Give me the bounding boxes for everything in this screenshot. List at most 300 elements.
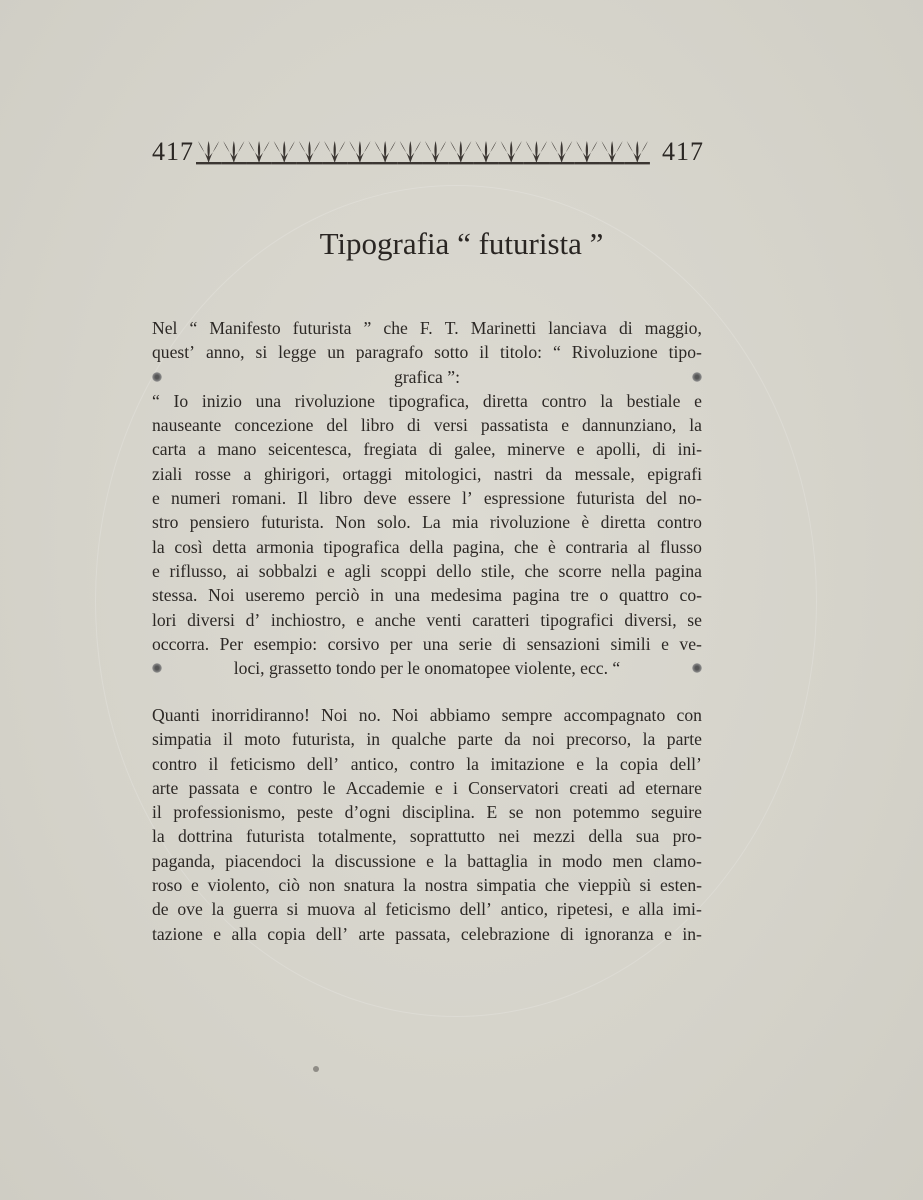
word: di	[407, 415, 421, 436]
word: d’	[245, 609, 261, 630]
word: non	[535, 802, 562, 823]
word: i	[453, 777, 458, 798]
word: seicentesca,	[268, 439, 352, 460]
word: del	[326, 415, 348, 436]
page-title: Tipografia “ futurista ”	[319, 226, 604, 261]
word: si	[255, 342, 268, 363]
word: stile,	[481, 560, 515, 581]
word: accompagnato	[563, 705, 666, 725]
word: a	[243, 463, 252, 484]
text-line	[152, 922, 702, 946]
word: di	[560, 923, 574, 944]
word: una	[394, 585, 420, 606]
word: e	[694, 390, 702, 411]
word: anno,	[205, 342, 245, 363]
word: una	[422, 633, 449, 654]
text-line	[152, 776, 702, 800]
word: sotto	[434, 342, 469, 363]
word: ortaggi	[342, 463, 393, 484]
word: dell’	[459, 899, 492, 920]
word: soprattutto	[409, 826, 486, 847]
word: epigrafi	[647, 463, 702, 484]
word: caratteri	[472, 609, 530, 630]
word: copia	[267, 923, 306, 944]
word: ai	[236, 560, 250, 581]
word: ignoranza	[584, 923, 654, 944]
word: la	[152, 826, 165, 847]
lily-border-icon	[196, 137, 660, 167]
word: ghirigori,	[263, 463, 330, 484]
word: Rivoluzione	[571, 342, 658, 363]
text-line	[152, 583, 702, 607]
word: legge	[278, 342, 317, 363]
word: la	[403, 875, 416, 896]
word: e	[356, 609, 365, 630]
text-line	[152, 727, 702, 751]
word: una	[255, 390, 282, 411]
rosette-ornament-icon	[152, 372, 162, 382]
word: futurista	[292, 318, 352, 338]
word: occorra.	[152, 633, 210, 654]
text-span: loci, grassetto tondo per le onomatopee violente, ecc. “	[233, 658, 621, 679]
word: inorridiranno!	[211, 705, 310, 725]
word: o	[599, 585, 609, 606]
word: dell’	[315, 923, 349, 944]
word: agli	[344, 560, 371, 581]
word: contro	[409, 753, 455, 774]
word: versi	[433, 415, 468, 436]
word: antico,	[350, 753, 399, 774]
word: e	[664, 923, 672, 944]
word: Io	[173, 390, 189, 411]
word: nella	[611, 560, 646, 581]
word: che	[524, 560, 549, 581]
word: di	[652, 439, 666, 460]
word: la	[444, 850, 457, 871]
word: si	[286, 899, 299, 920]
word: Quanti	[152, 705, 200, 725]
word: scorre	[558, 560, 602, 581]
word: del	[645, 488, 668, 509]
word: nei	[498, 826, 520, 847]
word: rosse	[194, 463, 231, 484]
word: discussione	[334, 850, 416, 871]
word: e	[661, 633, 669, 654]
word: ”	[363, 318, 372, 338]
word: professionismo,	[173, 802, 286, 823]
text-line	[152, 340, 702, 364]
word: la	[311, 850, 325, 871]
word: stessa.	[152, 585, 198, 606]
word: clamo-	[653, 850, 702, 871]
text-line	[152, 824, 702, 848]
word: tipografici	[540, 609, 614, 630]
page-header	[152, 132, 704, 172]
word: disciplina.	[402, 802, 475, 823]
word: e	[213, 923, 222, 944]
word: ve-	[679, 633, 702, 654]
word: bestiale	[626, 390, 681, 411]
word: che	[544, 875, 570, 896]
word: della	[409, 536, 444, 557]
word: la	[689, 415, 702, 436]
word: l’	[461, 488, 473, 509]
page-number-right: 417	[662, 137, 704, 166]
word: la	[642, 729, 656, 750]
word: ad	[618, 777, 636, 798]
word: futurista	[576, 488, 635, 509]
word: diretta	[600, 512, 646, 533]
word: tipografica	[323, 536, 400, 557]
word: minerve	[507, 439, 565, 460]
word: Accademie	[345, 777, 425, 798]
word: la	[211, 899, 225, 920]
word: peste	[296, 802, 334, 823]
word: arte	[152, 777, 179, 798]
ink-spot	[313, 1066, 319, 1072]
word: messale,	[574, 463, 635, 484]
word: in-	[682, 923, 702, 944]
text-line	[152, 703, 702, 727]
word: fregiata	[363, 439, 418, 460]
word: guerra	[233, 899, 278, 920]
word: “	[152, 390, 160, 411]
word: E	[486, 802, 498, 823]
word: serie	[458, 633, 493, 654]
word: al	[637, 536, 651, 557]
word: concezione	[234, 415, 314, 436]
word: arte	[358, 923, 385, 944]
word: simpatia	[476, 875, 537, 896]
word: ripetesi,	[556, 899, 613, 920]
word: il	[208, 753, 219, 774]
word: da	[504, 729, 521, 750]
word: Marinetti	[470, 318, 537, 338]
word: libro	[319, 488, 353, 509]
word: tipo-	[668, 342, 702, 363]
paragraph-1	[152, 316, 702, 680]
word: precorso,	[566, 729, 632, 750]
word: pagina	[512, 585, 560, 606]
word: pensiero	[189, 512, 250, 533]
word: mitologici,	[404, 463, 482, 484]
word: Manifesto	[209, 318, 281, 338]
word: un	[327, 342, 345, 363]
word: il	[152, 802, 162, 823]
word: ini-	[677, 439, 702, 460]
word: esempio:	[253, 633, 318, 654]
word: battaglia	[467, 850, 528, 871]
word: e	[576, 753, 585, 774]
word: copia	[619, 753, 659, 774]
word: sensazioni	[526, 633, 600, 654]
word: pro-	[672, 826, 702, 847]
word: mano	[217, 439, 257, 460]
word: moto	[244, 729, 281, 750]
text-line	[152, 486, 702, 510]
word: pagina	[655, 560, 702, 581]
word: sua	[635, 826, 660, 847]
word: passata,	[395, 923, 451, 944]
word: F.	[419, 318, 433, 338]
word: feticismo	[385, 899, 451, 920]
word: titolo:	[499, 342, 543, 363]
word: e	[426, 850, 434, 871]
word: riflusso,	[169, 560, 227, 581]
word: tre	[570, 585, 589, 606]
word: diversi,	[624, 609, 677, 630]
word: e	[327, 560, 335, 581]
word: e	[576, 439, 585, 460]
word: useremo	[245, 585, 305, 606]
word: flusso	[659, 536, 702, 557]
word: simpatia	[152, 729, 212, 750]
rosette-ornament-icon	[692, 663, 702, 673]
word: seguire	[651, 802, 702, 823]
word: maggio,	[644, 318, 702, 338]
word: modo	[562, 850, 603, 871]
word: nostra	[424, 875, 468, 896]
word: ciò	[278, 875, 300, 896]
word: “	[189, 318, 198, 338]
word: rivoluzione	[294, 390, 375, 411]
word: Noi	[392, 705, 419, 725]
word: qualche	[391, 729, 447, 750]
word: futurista.	[260, 512, 324, 533]
word: la	[466, 753, 479, 774]
word: T.	[444, 318, 459, 338]
word: creati	[569, 777, 609, 798]
paragraph-2	[152, 703, 702, 946]
word: scoppi	[380, 560, 427, 581]
word: piacendoci	[225, 850, 302, 871]
word: tazione	[152, 923, 203, 944]
text-line	[152, 897, 702, 921]
word: in	[366, 729, 381, 750]
word: potemmo	[573, 802, 640, 823]
word: esten-	[659, 875, 702, 896]
word: lanciava	[548, 318, 607, 338]
word: violento,	[207, 875, 270, 896]
word: futurista	[245, 826, 305, 847]
text-line	[152, 316, 702, 340]
word: muova	[307, 899, 356, 920]
word: quattro	[619, 585, 669, 606]
word: e	[621, 899, 630, 920]
word: mezzi	[533, 826, 576, 847]
word: simili	[610, 633, 651, 654]
word: la	[152, 536, 165, 557]
word: della	[588, 826, 623, 847]
word: anche	[374, 609, 416, 630]
word: roso	[152, 875, 183, 896]
word: alla	[231, 923, 257, 944]
word: stro	[152, 512, 179, 533]
word: romani.	[231, 488, 287, 509]
text-line	[152, 849, 702, 873]
word: da	[545, 463, 563, 484]
rosette-ornament-icon	[152, 663, 162, 673]
text-line	[152, 800, 702, 824]
word: abbiamo	[429, 705, 491, 725]
page-number-left: 417	[152, 137, 194, 166]
text-line	[152, 437, 702, 461]
word: dell’	[306, 753, 340, 774]
word: “	[552, 342, 561, 363]
word: sempre	[501, 705, 553, 725]
word: e	[249, 777, 258, 798]
word: rivoluzione	[489, 512, 571, 533]
word: nauseante	[152, 415, 222, 436]
word: imitazione	[490, 753, 565, 774]
word: Conservatori	[468, 777, 559, 798]
word: ove	[177, 899, 203, 920]
word: al	[363, 899, 377, 920]
word: passata	[188, 777, 240, 798]
word: quest’	[152, 342, 195, 363]
word: totalmente,	[317, 826, 397, 847]
word: dannunziano,	[582, 415, 677, 436]
word: venti	[426, 609, 462, 630]
text-line	[152, 608, 702, 632]
word: diversi	[187, 609, 235, 630]
word: d’ogni	[344, 802, 391, 823]
word: numeri	[170, 488, 221, 509]
word: dell’	[669, 753, 702, 774]
word: inchiostro,	[270, 609, 346, 630]
word: no.	[358, 705, 381, 725]
word: non	[308, 875, 336, 896]
text-span: grafica ”:	[394, 366, 460, 387]
word: Il	[297, 488, 309, 509]
word: essere	[407, 488, 451, 509]
word: contro	[657, 512, 702, 533]
word: il	[223, 729, 233, 750]
word: apolli,	[596, 439, 641, 460]
text-line	[152, 462, 702, 486]
word: imi-	[672, 899, 702, 920]
word: in	[538, 850, 552, 871]
word: se	[687, 609, 702, 630]
word: è	[548, 536, 556, 557]
word: alla	[638, 899, 664, 920]
word: dello	[436, 560, 472, 581]
text-line	[152, 413, 702, 437]
word: in	[370, 585, 384, 606]
word: pagina,	[453, 536, 505, 557]
text-line-centered	[152, 656, 702, 680]
word: antico,	[500, 899, 549, 920]
word: La	[422, 512, 441, 533]
word: contro	[267, 777, 313, 798]
word: feticismo	[229, 753, 296, 774]
word: co-	[679, 585, 702, 606]
text-line	[152, 873, 702, 897]
word: corsivo	[327, 633, 380, 654]
word: la	[600, 390, 613, 411]
text-line-centered	[152, 365, 702, 389]
word: Non	[335, 512, 366, 533]
word: contro	[541, 390, 587, 411]
word: men	[612, 850, 643, 871]
word: no-	[678, 488, 702, 509]
word: e	[191, 875, 199, 896]
text-line	[152, 752, 702, 776]
word: se	[508, 802, 524, 823]
word: il	[479, 342, 490, 363]
word: e	[152, 488, 160, 509]
word: di	[428, 439, 443, 460]
word: dottrina	[177, 826, 233, 847]
rosette-ornament-icon	[692, 372, 702, 382]
word: lori	[152, 609, 177, 630]
word: di	[618, 318, 633, 338]
word: con	[676, 705, 702, 725]
word: solo.	[376, 512, 411, 533]
word: Noi	[321, 705, 348, 725]
word: Per	[219, 633, 244, 654]
word: perciò	[315, 585, 360, 606]
word: deve	[363, 488, 397, 509]
word: Noi	[208, 585, 235, 606]
word: contraria	[565, 536, 628, 557]
word: paganda,	[152, 850, 216, 871]
word: la	[595, 753, 609, 774]
word: a	[197, 439, 206, 460]
word: è	[581, 512, 590, 533]
word: e	[435, 777, 443, 798]
word: nastri	[493, 463, 534, 484]
word: passatista	[480, 415, 549, 436]
word: per	[389, 633, 413, 654]
word: galee,	[454, 439, 496, 460]
word: armonia	[256, 536, 314, 557]
word: tipografica,	[388, 390, 470, 411]
word: ziali	[152, 463, 183, 484]
word: carta	[152, 439, 187, 460]
text-line	[152, 632, 702, 656]
word: di	[502, 633, 517, 654]
word: e	[152, 560, 160, 581]
word: detta	[212, 536, 247, 557]
word: snatura	[343, 875, 395, 896]
word: parte	[666, 729, 702, 750]
word: noi	[532, 729, 555, 750]
word: così	[174, 536, 203, 557]
word: si	[639, 875, 652, 896]
word: le	[322, 777, 336, 798]
word: parte	[457, 729, 493, 750]
word: diretta	[482, 390, 528, 411]
text-line	[152, 389, 702, 413]
word: celebrazione	[460, 923, 550, 944]
word: de	[152, 899, 169, 920]
text-line	[152, 559, 702, 583]
word: futurista,	[291, 729, 355, 750]
word: libro	[360, 415, 395, 436]
word: inizio	[201, 390, 242, 411]
word: mia	[452, 512, 479, 533]
text-line	[152, 535, 702, 559]
word: contro	[152, 753, 197, 774]
word: che	[383, 318, 408, 338]
word: che	[513, 536, 539, 557]
word: espressione	[483, 488, 565, 509]
text-line	[152, 510, 702, 534]
word: e	[561, 415, 570, 436]
word: paragrafo	[355, 342, 424, 363]
word: Nel	[152, 318, 178, 338]
